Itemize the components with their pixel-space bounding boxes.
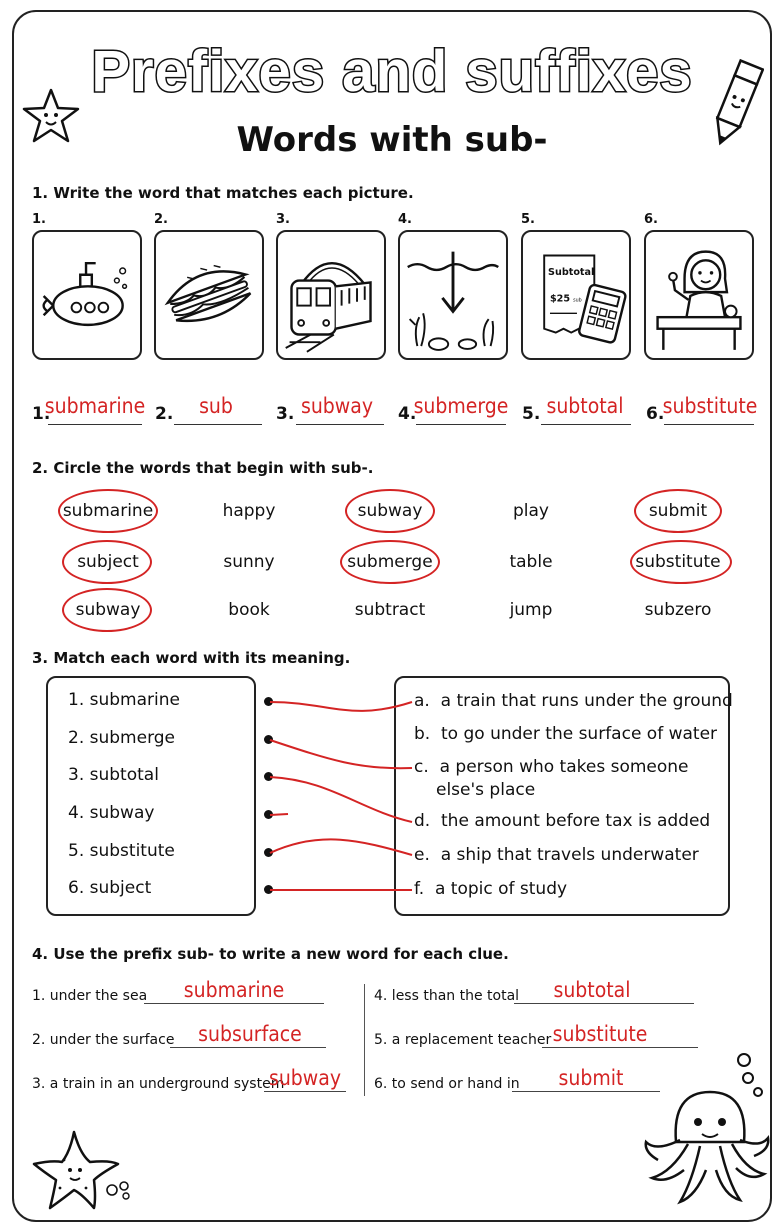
match-word: 5. substitute [68,841,175,861]
section2-heading: 2. Circle the words that begin with sub-. [32,459,374,477]
meaning-text: a person who takes someone [439,757,689,777]
clue-answer-line[interactable] [264,1091,346,1092]
answer-number: 5. [522,404,541,424]
clue-text: 5. a replacement teacher [374,1032,552,1048]
meaning-item-a [414,690,733,713]
meaning-letter: f. [414,879,425,899]
word-option[interactable]: subzero [644,600,712,620]
meaning-letter: a. [414,691,430,711]
answer-text: substitute [662,394,758,418]
answer-number: 1. [32,404,51,424]
picture-number: 4. [398,212,412,227]
clue-text: 3. a train in an underground system [32,1076,285,1092]
match-line [270,777,412,822]
match-line [270,814,288,815]
picture-number: 6. [644,212,658,227]
word-option[interactable]: submarine [62,501,154,521]
picture-number: 3. [276,212,290,227]
meaning-item-b [414,723,717,746]
picture-number: 2. [154,212,168,227]
answer-text: sub [199,394,233,418]
word-option[interactable]: submerge [347,552,433,572]
answer-number: 6. [646,404,665,424]
receipt-label: Subtotal [548,266,595,278]
clue-text: 4. less than the total [374,988,520,1004]
match-word: 1. submarine [68,690,180,710]
column-divider [364,984,365,1096]
match-line [270,740,412,768]
word-option[interactable]: happy [222,501,276,521]
match-line [270,839,412,855]
bubbles-icon [104,1176,134,1200]
section1-heading: 1. Write the word that matches each picture. [32,184,414,202]
receipt-amount: $25 [549,293,571,305]
octopus-icon [636,1052,772,1216]
meaning-text: a train that runs under the ground [440,691,733,711]
word-option[interactable]: table [509,552,553,572]
meaning-item-f [414,878,567,901]
match-word: 2. submerge [68,728,176,748]
clue-text: 2. under the surface [32,1032,175,1048]
answer-number: 2. [155,404,174,424]
meaning-item-c [414,756,689,779]
answer-text: subway [300,394,374,418]
meaning-text: to go under the surface of water [441,724,718,744]
clue-answer: subway [268,1066,342,1090]
picture-number: 5. [521,212,535,227]
match-word: 4. subway [68,803,155,823]
clue-answer: subsurface [198,1022,302,1046]
word-option[interactable]: substitute [635,552,721,572]
word-option[interactable]: subject [77,552,139,572]
page-title: Prefixes and suffixes [91,39,693,104]
clue-answer-line[interactable] [514,1003,694,1004]
clue-answer-line[interactable] [144,1003,324,1004]
meaning-text: a ship that travels underwater [440,845,699,865]
answer-text: subtotal [546,394,624,418]
meaning-text: the amount before tax is added [441,811,711,831]
meaning-letter: c. [414,757,429,777]
word-option[interactable]: subway [75,600,141,620]
page-subtitle: Words with sub- [236,120,548,160]
clue-answer-line[interactable] [542,1047,698,1048]
answer-number: 3. [276,404,295,424]
match-word: 3. subtotal [68,765,159,785]
word-option[interactable]: sunny [223,552,275,572]
section4-heading: 4. Use the prefix sub- to write a new word for each clue. [32,945,509,963]
word-option[interactable]: jump [509,600,553,620]
receipt-small: sub [573,298,582,304]
clue-answer: substitute [552,1022,648,1046]
word-option[interactable]: play [513,501,549,521]
clue-answer-line[interactable] [170,1047,326,1048]
match-line [270,702,412,711]
word-option[interactable]: submit [648,501,708,521]
clue-answer: submarine [183,978,285,1002]
word-option[interactable]: book [228,600,270,620]
answer-text: submerge [413,394,509,418]
clue-text: 1. under the sea [32,988,148,1004]
answer-text: submarine [44,394,146,418]
meaning-item-d [414,810,710,833]
word-option[interactable]: subway [357,501,423,521]
clue-answer: submit [558,1066,624,1090]
answer-number: 4. [398,404,417,424]
match-word: 6. subject [68,878,152,898]
meaning-letter: d. [414,811,431,831]
meaning-item-e [414,844,699,867]
clue-text: 6. to send or hand in [374,1076,520,1092]
meaning-text-continued: else's place [436,780,536,800]
picture-number: 1. [32,212,46,227]
meaning-letter: e. [414,845,430,865]
section3-heading: 3. Match each word with its meaning. [32,649,351,667]
meaning-letter: b. [414,724,431,744]
meaning-text: a topic of study [434,879,568,899]
clue-answer: subtotal [553,978,631,1002]
word-option[interactable]: subtract [354,600,426,620]
